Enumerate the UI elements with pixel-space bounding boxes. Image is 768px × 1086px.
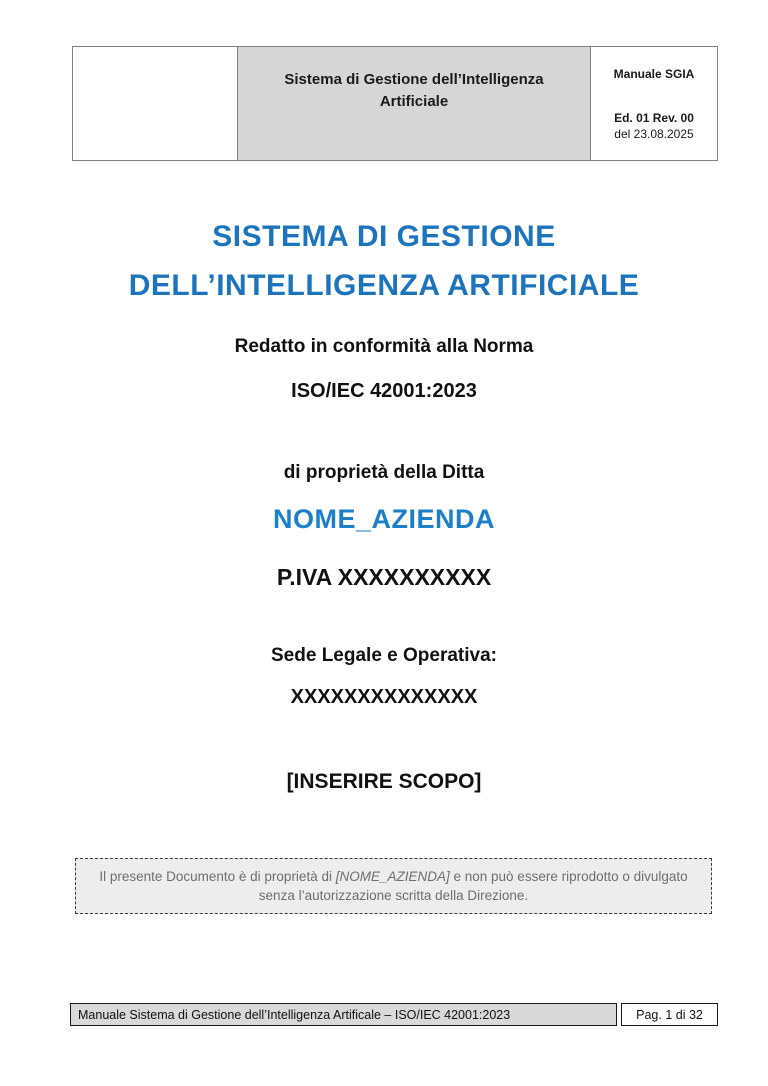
company-name: NOME_AZIENDA bbox=[272, 504, 495, 534]
edition-revision: Ed. 01 Rev. 00 bbox=[614, 111, 694, 125]
edition-date: del 23.08.2025 bbox=[614, 127, 694, 141]
vat-number: P.IVA XXXXXXXXXX bbox=[276, 564, 492, 590]
footer-document-title: Manuale Sistema di Gestione dell’Intelligenza Artificale – ISO/IEC 42001:2023 bbox=[70, 1003, 617, 1026]
header-meta bbox=[591, 47, 717, 160]
ownership-label: di proprietà della Ditta bbox=[283, 462, 485, 483]
main-title-line1: SISTEMA DI GESTIONE bbox=[212, 220, 556, 253]
footer-page-indicator: Pag. 1 di 32 bbox=[621, 1003, 718, 1026]
main-title-line2: DELL’INTELLIGENZA ARTIFICIALE bbox=[128, 269, 640, 302]
main-title bbox=[0, 212, 768, 310]
notice-text-part1: Il presente Documento è di proprietà di bbox=[99, 869, 336, 884]
manual-code: Manuale SGIA bbox=[613, 67, 695, 81]
property-notice bbox=[75, 858, 712, 914]
header-document-title: Sistema di Gestione dell’Intelligenza Artificiale bbox=[238, 47, 591, 160]
logo-placeholder bbox=[73, 47, 238, 160]
document-footer-table bbox=[70, 1003, 718, 1026]
conformity-label: Redatto in conformità alla Norma bbox=[234, 336, 534, 357]
standard-reference: ISO/IEC 42001:2023 bbox=[291, 380, 477, 402]
scope-placeholder: [INSERIRE SCOPO] bbox=[286, 770, 482, 793]
notice-company-reference: [NOME_AZIENDA] bbox=[335, 869, 450, 884]
registered-office-label: Sede Legale e Operativa: bbox=[271, 645, 497, 666]
document-header-table bbox=[72, 46, 718, 161]
registered-office-value: XXXXXXXXXXXXXX bbox=[290, 686, 478, 708]
notice-text-part2: e non può essere riprodotto o divulgato senza l’autorizzazione scritta della Direzione. bbox=[258, 869, 688, 903]
